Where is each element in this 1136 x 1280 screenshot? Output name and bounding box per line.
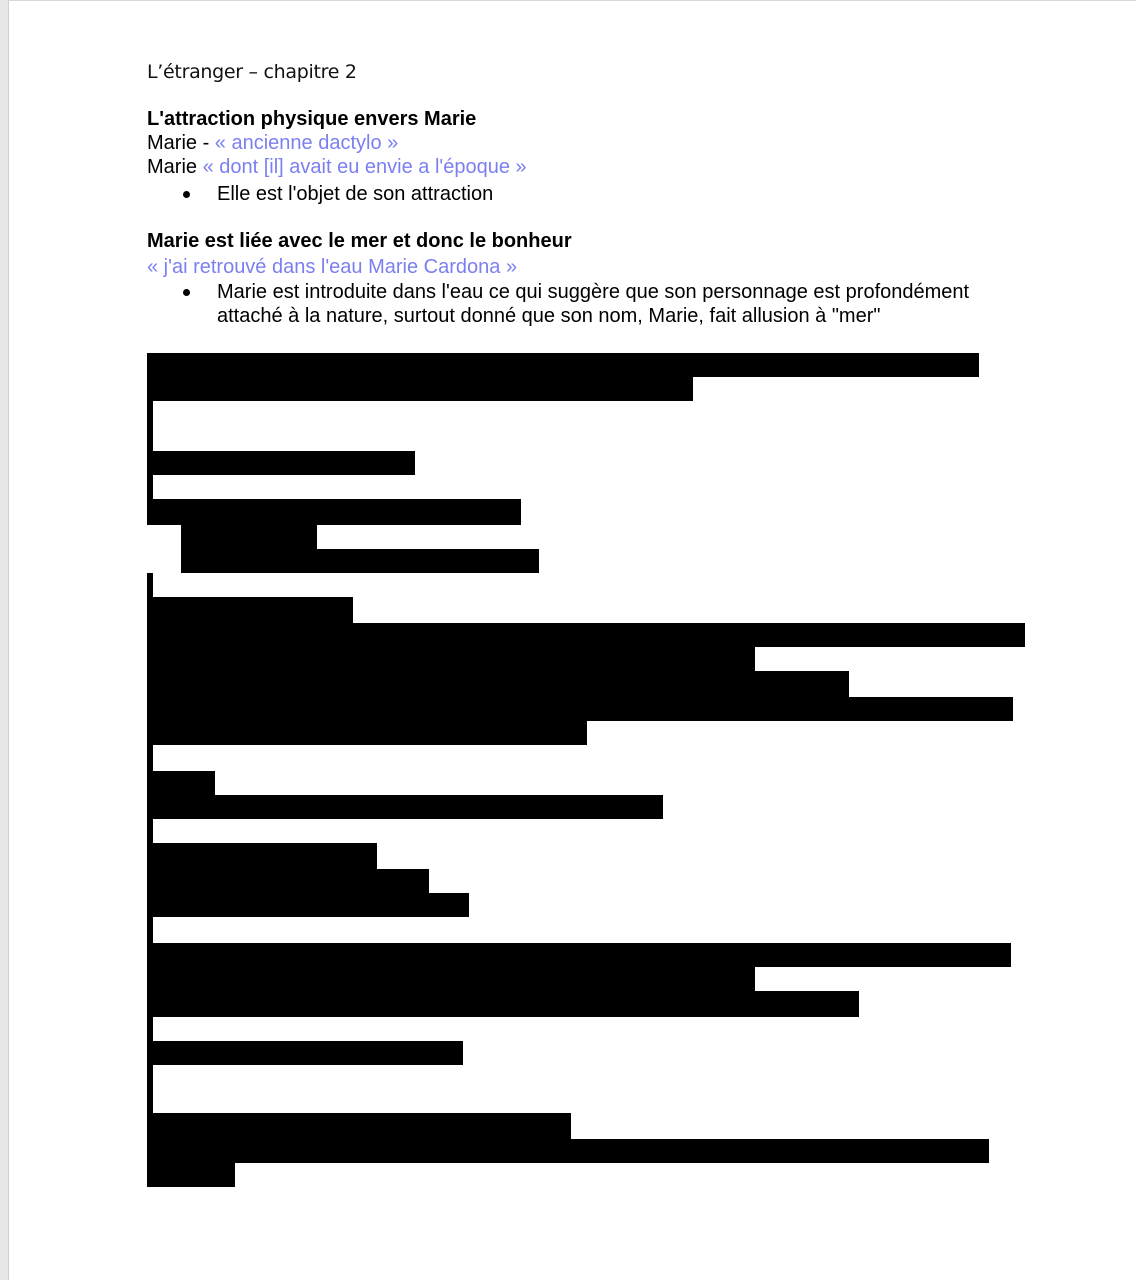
redaction-bar (147, 597, 353, 623)
redaction-bar (147, 943, 1011, 967)
redaction-bar (147, 917, 153, 943)
redaction-bar (147, 353, 979, 377)
section-heading-mer: Marie est liée avec le mer et donc le bonheur (147, 230, 572, 252)
bullet-item: Marie est introduite dans l'eau ce qui suggère que son personnage est profondément attaché à la nature, surtout donné que son nom, Marie, fait allusion à "mer" (217, 281, 970, 327)
redaction-bar (147, 745, 153, 771)
redaction-bar (147, 1163, 235, 1187)
redaction-bar (147, 671, 849, 697)
redaction-bar (147, 647, 755, 671)
redaction-bar (181, 549, 539, 573)
document-page (8, 0, 1136, 1280)
redaction-bar (147, 573, 153, 597)
redaction-bar (147, 967, 755, 991)
redaction-bar (147, 1041, 463, 1065)
redaction-bar (147, 843, 377, 869)
redaction-bar (147, 1065, 153, 1113)
quote-prefix: Marie - (147, 132, 215, 154)
redaction-bar (147, 893, 469, 917)
quote-text: « ancienne dactylo » (214, 132, 399, 154)
redaction-bar (147, 819, 153, 843)
redaction-bar (147, 721, 587, 745)
redaction-bar (147, 499, 521, 525)
redaction-bar (147, 771, 215, 795)
redaction-bar (147, 623, 1025, 647)
redaction-bar (147, 1139, 989, 1163)
redaction-bar (147, 869, 429, 893)
quote-line-envie (147, 156, 527, 179)
redaction-bar (147, 475, 153, 499)
quote-prefix: Marie (147, 156, 203, 178)
redaction-bar (147, 991, 859, 1017)
redaction-bar (181, 525, 317, 549)
section-heading-attraction: L'attraction physique envers Marie (147, 108, 477, 130)
quote-line-cardona: « j'ai retrouvé dans l'eau Marie Cardona » (147, 256, 518, 278)
document-title: L’étranger – chapitre 2 (147, 61, 357, 83)
redaction-bar (147, 795, 663, 819)
bullet-item: Elle est l'objet de son attraction (217, 183, 494, 205)
redaction-bar (147, 451, 415, 475)
bullet-icon (183, 191, 190, 198)
redaction-bar (147, 377, 693, 401)
redaction-bar (147, 401, 153, 451)
quote-text: « dont [il] avait eu envie a l'époque » (202, 156, 527, 178)
redaction-bar (147, 1113, 571, 1139)
redaction-bar (147, 697, 1013, 721)
redaction-bar (147, 1017, 153, 1041)
quote-line-dactylo (147, 132, 398, 155)
bullet-icon (183, 289, 190, 296)
